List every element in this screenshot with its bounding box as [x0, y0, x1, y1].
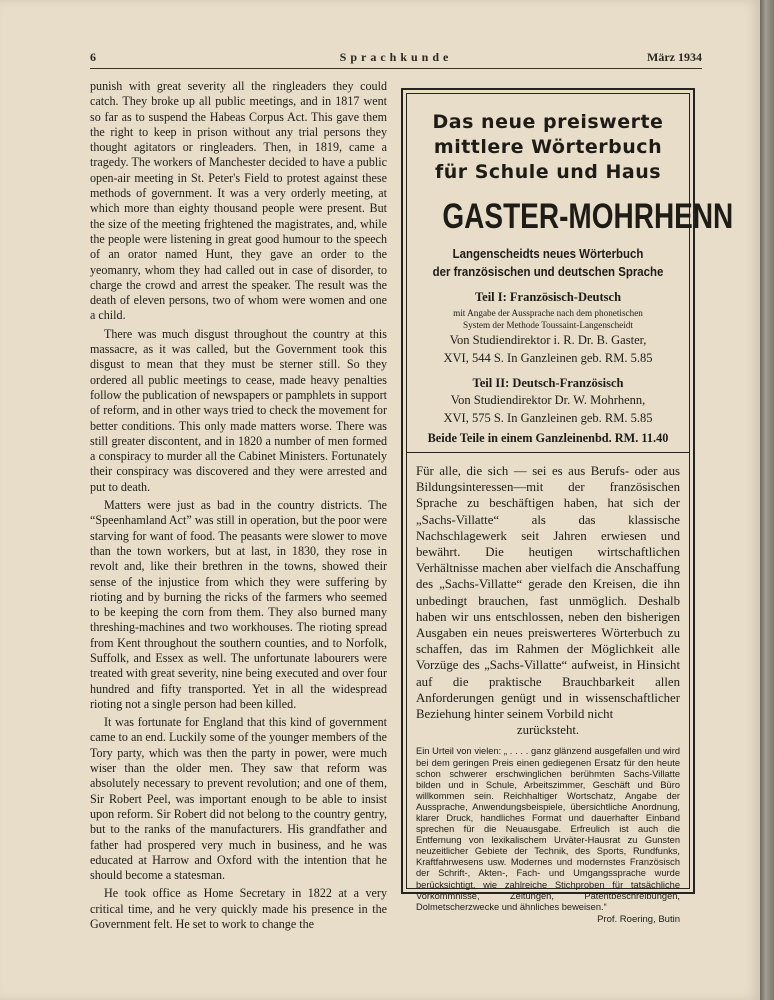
part1-heading: Teil I: Französisch-Deutsch	[474, 290, 622, 304]
part2-heading: Teil II: Deutsch-Französisch	[472, 376, 624, 390]
ad-title: GASTER-MOHRHENN	[442, 197, 734, 236]
ad-subtitle-line: der französischen und deutschen Sprache	[432, 264, 664, 279]
part1-price: XVI, 544 S. In Ganzleinen geb. RM. 5.85	[443, 351, 653, 365]
article-paragraph: punish with great severity all the ringleaders they could catch. They broke up all public meetings, and in 1817 went so far as to suspend the Habeas Corpus Act. This gave them the right to keep in prison without any trial persons they thought agitators or ringleaders. Then, in 1819, came a tragedy. The workers of Manchester decided to have a public open-air meeting in St. Peter's Field to protest against these methods of government. It was a very orderly meeting, at which more than eighty thousand people were present. But the size of the meeting frightened the magistrates, and, while the people were listening in great good humour to the speech of an orator named Hunt, they gave an order to the yeomanry, whom they had called out in case of disorder, to charge the crowd and arrest the speaker. The result was the death of eleven persons, two of whom were women and one a child.	[90, 79, 387, 323]
magazine-title: Sprachkunde	[339, 50, 453, 64]
article-paragraph: It was fortunate for England that this kind of government came to an end. Luckily some of the younger members of the Tory party, which was then the party in power, were much wiser than the older men. They saw that reform was absolutely necessary to prevent revolution; and one of them, Sir Robert Peel, was important enough to be able to insist upon reform. Sir Robert did not belong to the country gentry, but to the ranks of the manufacturers. His grandfather and father had prospered very much in business, and he was educated at Harrow and Oxford with the intention that he should become a statesman.	[90, 715, 387, 883]
article-paragraph: He took office as Home Secretary in 1822 at a very critical time, and he very quickly made his presence in the Government felt. He set to work to change the	[90, 886, 387, 932]
article-column	[90, 79, 387, 932]
page-number: 6	[90, 50, 96, 64]
header-rule	[90, 68, 702, 69]
ad-headline-line: Das neue preiswerte	[432, 111, 664, 133]
ad-headline-line: für Schule und Haus	[434, 161, 662, 183]
part1-note	[416, 307, 680, 331]
issue-date: März 1934	[647, 50, 702, 64]
part2-price: XVI, 575 S. In Ganzleinen geb. RM. 5.85	[443, 411, 653, 425]
advertisement-inner-frame	[406, 93, 734, 925]
dictionary-advertisement	[401, 88, 734, 925]
part1-note-line: mit Angabe der Aussprache nach dem phonetischen	[453, 308, 643, 318]
ad-headline	[416, 110, 680, 185]
review-quote: Ein Urteil von vielen: „ . . . . ganz glänzend ausgefallen und wird bei dem geringen Preis einen gediegenen Ersatz für den heute schon schwerer erschwinglichen berühmten Sachs-Villatte bilden und in Schule, Arbeitszimmer, Geschäft und Büro willkommen sein. Reichhaltiger Wortschatz, Angabe der Aussprache, Anwendungsbeispiele, übersichtliche Anordnung, klarer Druck, handliches Format und dauerhafter Einband sprechen für die Neuausgabe. Erfreulich ist auch die Entfernung von lexikalischem Urväter-Hausrat zu Gunsten neuzeitlicher Gebiete der Technik, des Sports, Rundfunks, Kraftfahrwesens usw. Modernes und modernstes Französisch der Schrift-, Akten-, Fach- und Umgangssprache wurde berücksichtigt, wie zahlreiche Stichproben für tatsächliche Vorkommnisse, Zeitungen, Patentbeschreibungen, Dolmetscherzwecke und ähnliches beweisen.“	[416, 746, 680, 912]
page-header	[90, 50, 702, 68]
article-paragraph: There was much disgust throughout the country at this massacre, as it was called, but the Government took this disgust to mean that they must be sterner still. So they ordered all public meetings to cease, made heavy penalties follow the publication of newspapers or pamphlets in support of reform, and in other ways tried to check the movement for better conditions. This only made matters worse. There was still greater discontent, and in 1820 a number of men formed a conspiracy to murder all the Cabinet Ministers. Fortunately their conspiracy was discovered and they were arrested and put to death.	[90, 326, 387, 494]
part1-author: Von Studiendirektor i. R. Dr. B. Gaster,	[449, 333, 647, 347]
part1-note-line: System der Methode Toussaint-Langenscheidt	[463, 320, 633, 330]
combined-price: Beide Teile in einem Ganzleinenbd. RM. 11.40	[427, 431, 669, 445]
ad-body-paragraph: Für alle, die sich — sei es aus Berufs- oder aus Bildungsinteressen—mit der französischen Sprache zu beschäftigen haben, hat sich der „Sachs-Villatte“ als das klassische Nachschlagewerk seit Jahren erwiesen und bewährt. Die heutigen wirtschaftlichen Verhältnisse machen aber vielfach die Anschaffung des „Sachs-Villatte“ gerade den Kreisen, die ihn unbedingt brauchen, fast unmöglich. Deshalb haben wir uns entschlossen, neben den bisherigen Ausgaben ein neues preiswerteres Wörterbuch zu schaffen, das im Rahmen der Möglichkeit alle Vorzüge des „Sachs-Villatte“ aufweist, in Hinsicht auf die praktische Brauchbarkeit allen Anforderungen genügt und in wissenschaftlicher Beziehung hinter seinem Vorbild nicht	[416, 464, 680, 722]
ad-divider	[407, 452, 689, 453]
ad-subtitle	[432, 245, 664, 281]
review-signature: Prof. Roering, Butin	[597, 913, 680, 925]
page-edge	[760, 0, 774, 1000]
part2-author: Von Studiendirektor Dr. W. Mohrhenn,	[450, 393, 646, 407]
article-paragraph: Matters were just as bad in the country districts. The “Speenhamland Act” was still in operation, but the poor were starving for want of food. The peasants were slower to move than the town workers, but at last, in 1830, they rose in revolt and, like their brethren in the towns, showed their sense of the injustice from which they were suffering by rioting and by burning the ricks of the farmers who seemed to be keeping the corn from them. They also burned many threshing-machines and two workhouses. The rioting spread from Kent throughout the southern counties, and to Norfolk, Suffolk, and Essex as well. The unfortunate labourers were treated with great severity, nine being executed and over four hundred and fifty transported. Yet in all the widespread rioting not a single person had been killed.	[90, 498, 387, 711]
ad-body-text	[416, 463, 680, 738]
ad-body-last-line: zurücksteht.	[516, 723, 580, 738]
ad-subtitle-line: Langenscheidts neues Wörterbuch	[452, 246, 644, 261]
ad-headline-line: mittlere Wörterbuch	[433, 136, 663, 158]
